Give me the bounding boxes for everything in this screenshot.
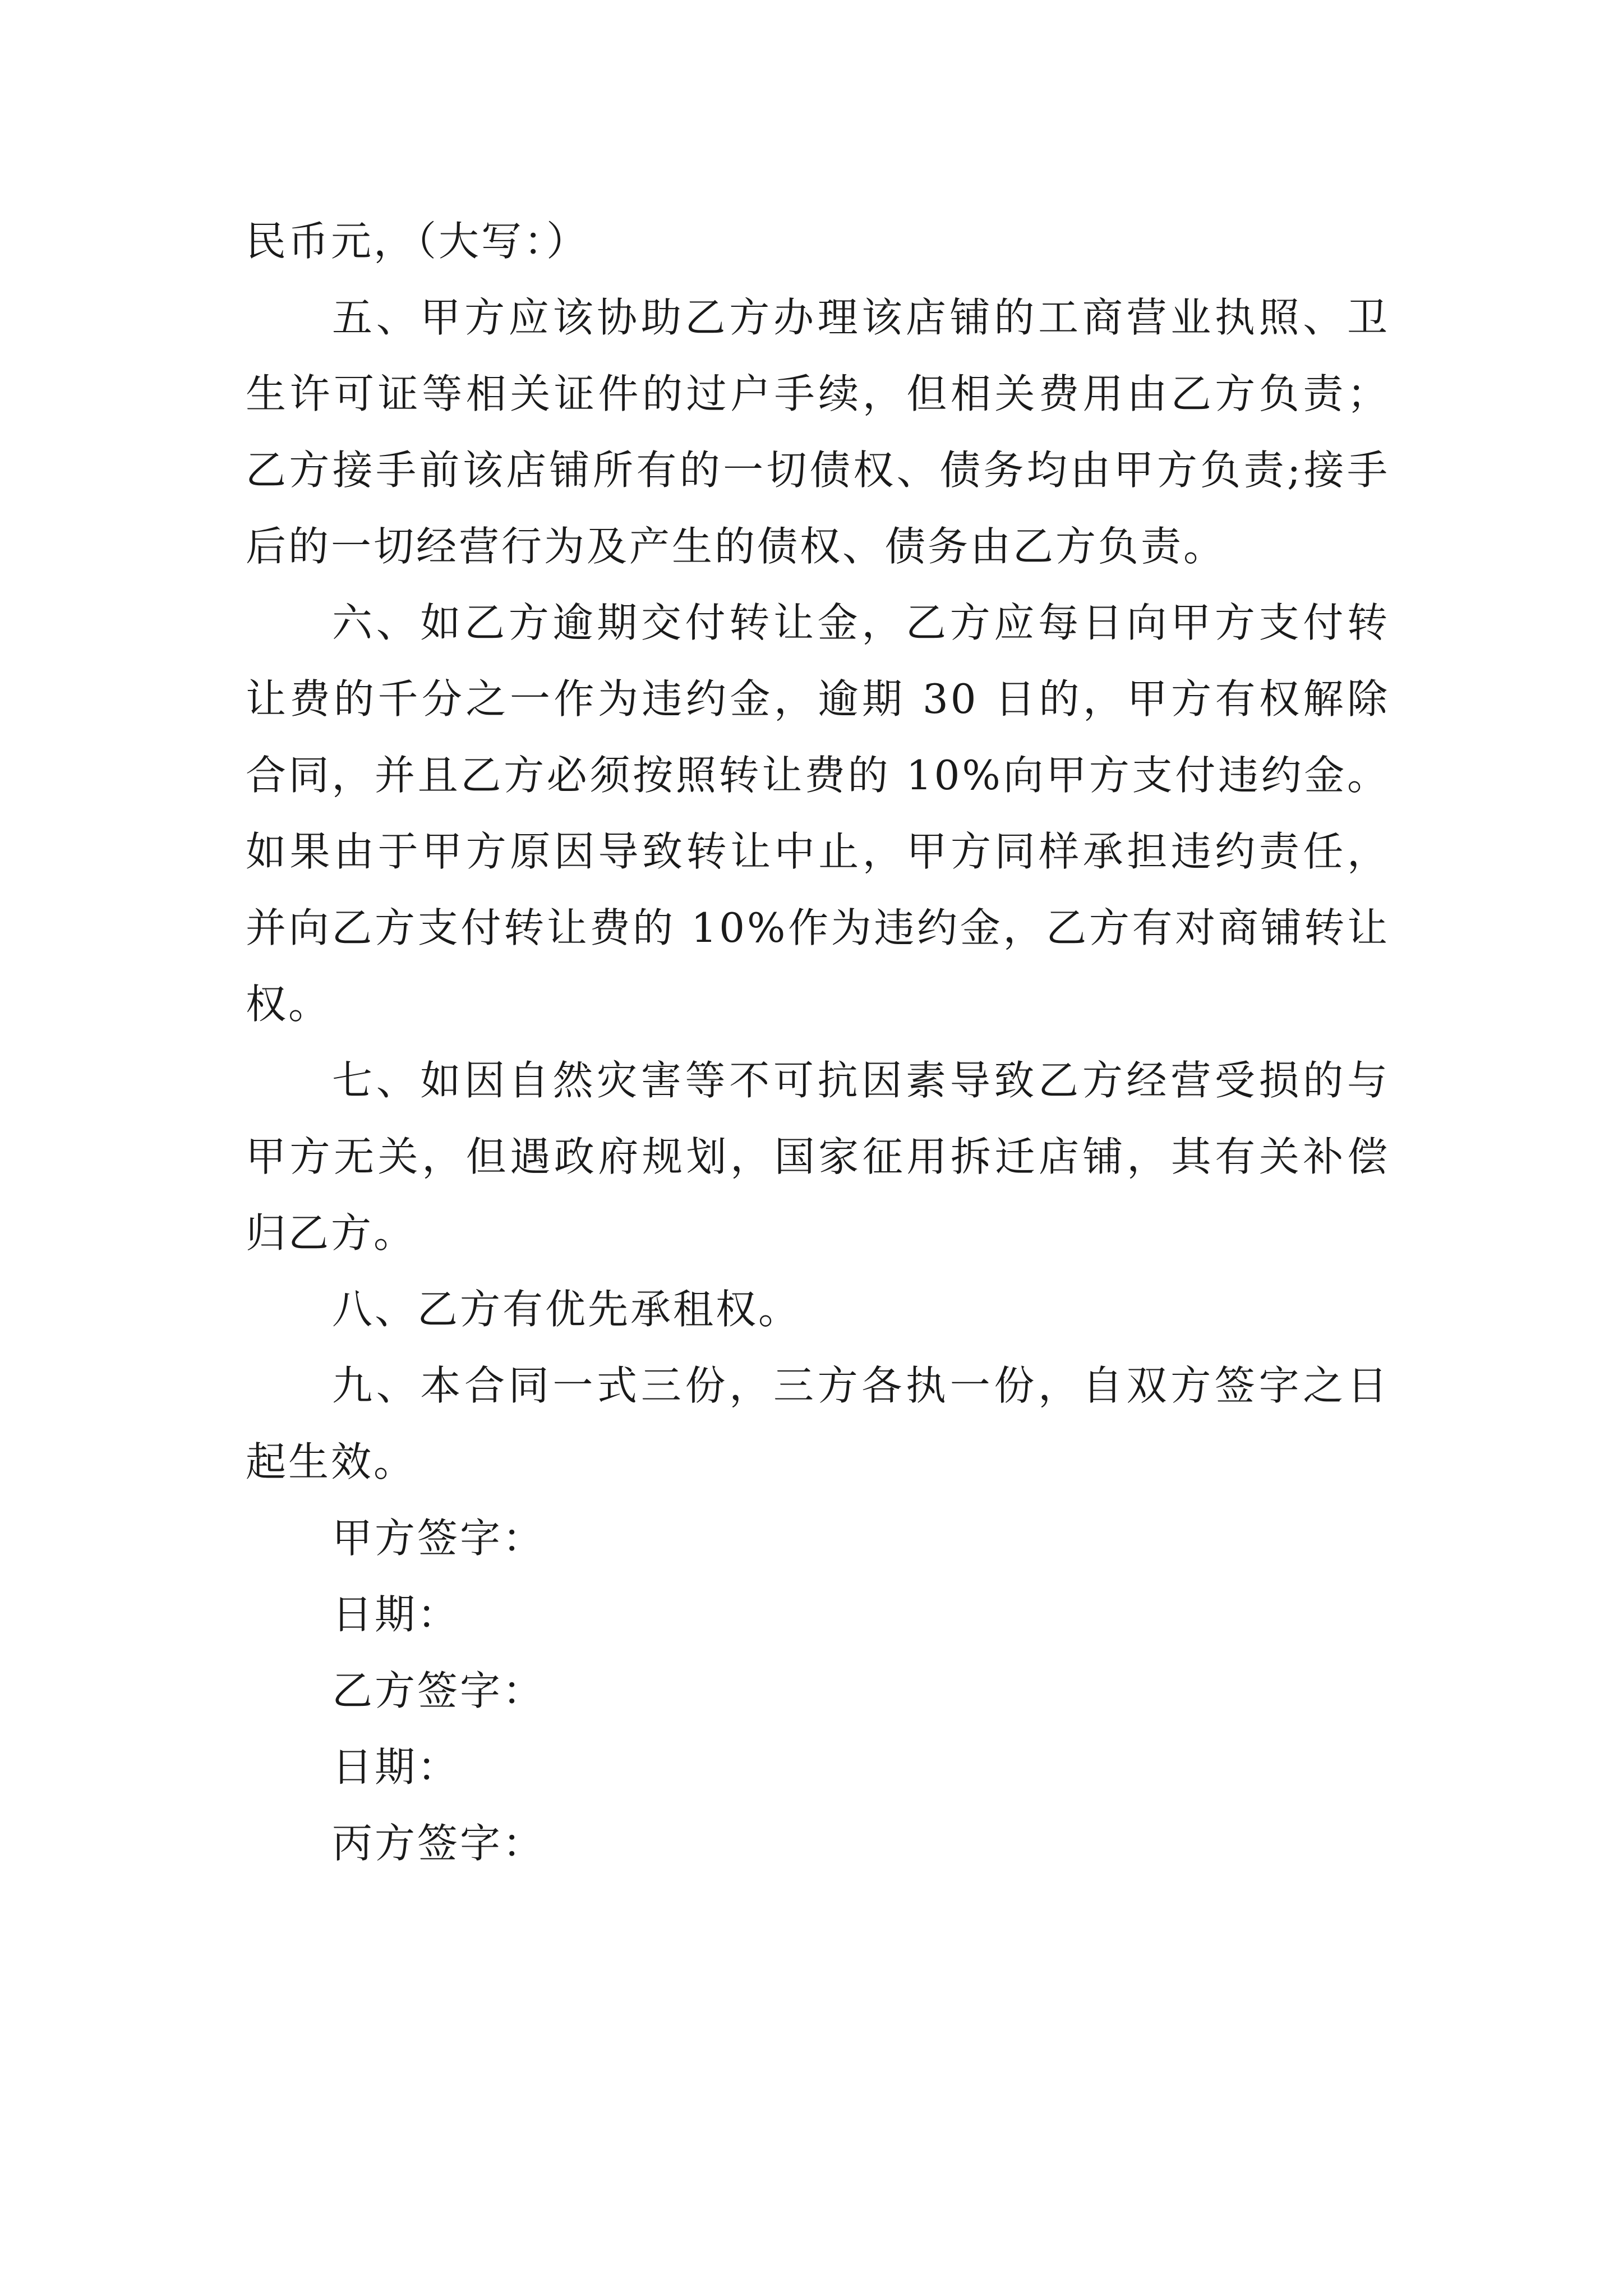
clause-nine: 九、本合同一式三份，三方各执一份，自双方签字之日起生效。 bbox=[246, 1362, 1390, 1485]
party-a-signature-label: 甲方签字： bbox=[332, 1515, 546, 1562]
signature-block bbox=[246, 1500, 1390, 1881]
paragraph-continuation: 民币元，（大写：） bbox=[246, 218, 589, 265]
party-b-signature-label: 乙方签字： bbox=[332, 1667, 546, 1714]
document-body bbox=[246, 203, 1390, 1881]
party-c-signature-label: 丙方签字： bbox=[332, 1820, 546, 1867]
party-a-date-label: 日期： bbox=[332, 1591, 460, 1638]
party-b-date-label: 日期： bbox=[332, 1743, 460, 1791]
clause-eight: 八、乙方有优先承租权。 bbox=[332, 1286, 801, 1333]
clause-seven: 七、如因自然灾害等不可抗因素导致乙方经营受损的与甲方无关，但遇政府规划，国家征用拆迁店铺，其有关补偿归乙方。 bbox=[246, 1057, 1390, 1257]
clause-six: 六、如乙方逾期交付转让金，乙方应每日向甲方支付转让费的千分之一作为违约金，逾期 30 日的，甲方有权解除合同，并且乙方必须按照转让费的 10%向甲方支付违约金。如果由于甲方原因导致转让中止，甲方同样承担违约责任，并向乙方支付转让费的 10%作为违约金，乙方有对商铺转让权。 bbox=[246, 599, 1390, 1028]
clause-five: 五、甲方应该协助乙方办理该店铺的工商营业执照、卫生许可证等相关证件的过户手续，但相关费用由乙方负责；乙方接手前该店铺所有的一切债权、债务均由甲方负责;接手后的一切经营行为及产生的债权、债务由乙方负责。 bbox=[246, 294, 1390, 570]
